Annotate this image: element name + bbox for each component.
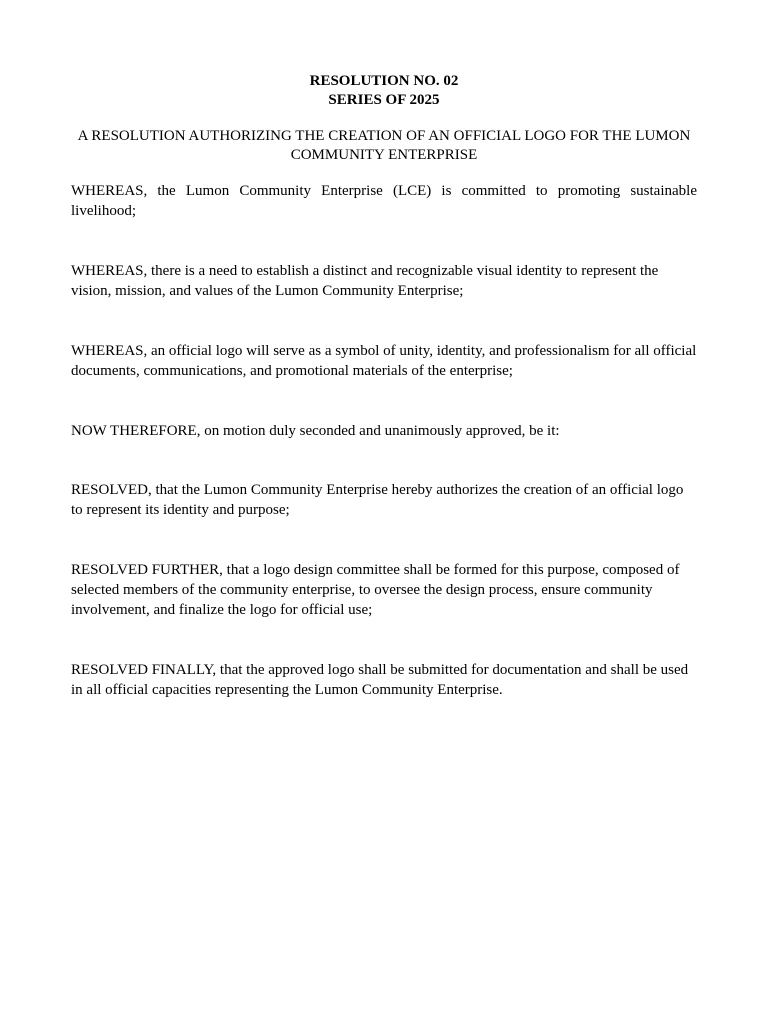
resolved-finally-paragraph: RESOLVED FINALLY, that the approved logo shall be submitted for documentation and shall be used in all official capacities representing the Lumon Community Enterprise. xyxy=(71,662,689,698)
resolution-number: RESOLUTION NO. 02 xyxy=(309,73,459,89)
resolution-title: A RESOLUTION AUTHORIZING THE CREATION OF AN OFFICIAL LOGO FOR THE LUMON COMMUNITY ENTERPRISE xyxy=(77,128,691,163)
whereas-paragraph-3: WHEREAS, an official logo will serve as a symbol of unity, identity, and professionalism for all official documents, communications, and promotional materials of the enterprise; xyxy=(71,343,697,379)
document-page xyxy=(71,72,697,700)
whereas-paragraph-1: WHEREAS, the Lumon Community Enterprise (LCE) is committed to promoting sustainable livelihood; xyxy=(71,183,697,219)
now-therefore-paragraph: NOW THEREFORE, on motion duly seconded and unanimously approved, be it: xyxy=(71,423,560,439)
whereas-paragraph-2: WHEREAS, there is a need to establish a distinct and recognizable visual identity to represent the vision, mission, and values of the Lumon Community Enterprise; xyxy=(71,263,659,299)
resolution-series: SERIES OF 2025 xyxy=(328,92,440,108)
resolved-further-paragraph: RESOLVED FURTHER, that a logo design committee shall be formed for this purpose, composed of selected members of the community enterprise, to oversee the design process, ensure community involvement, and finalize the logo for official use; xyxy=(71,562,680,618)
resolved-paragraph: RESOLVED, that the Lumon Community Enterprise hereby authorizes the creation of an official logo to represent its identity and purpose; xyxy=(71,482,684,518)
